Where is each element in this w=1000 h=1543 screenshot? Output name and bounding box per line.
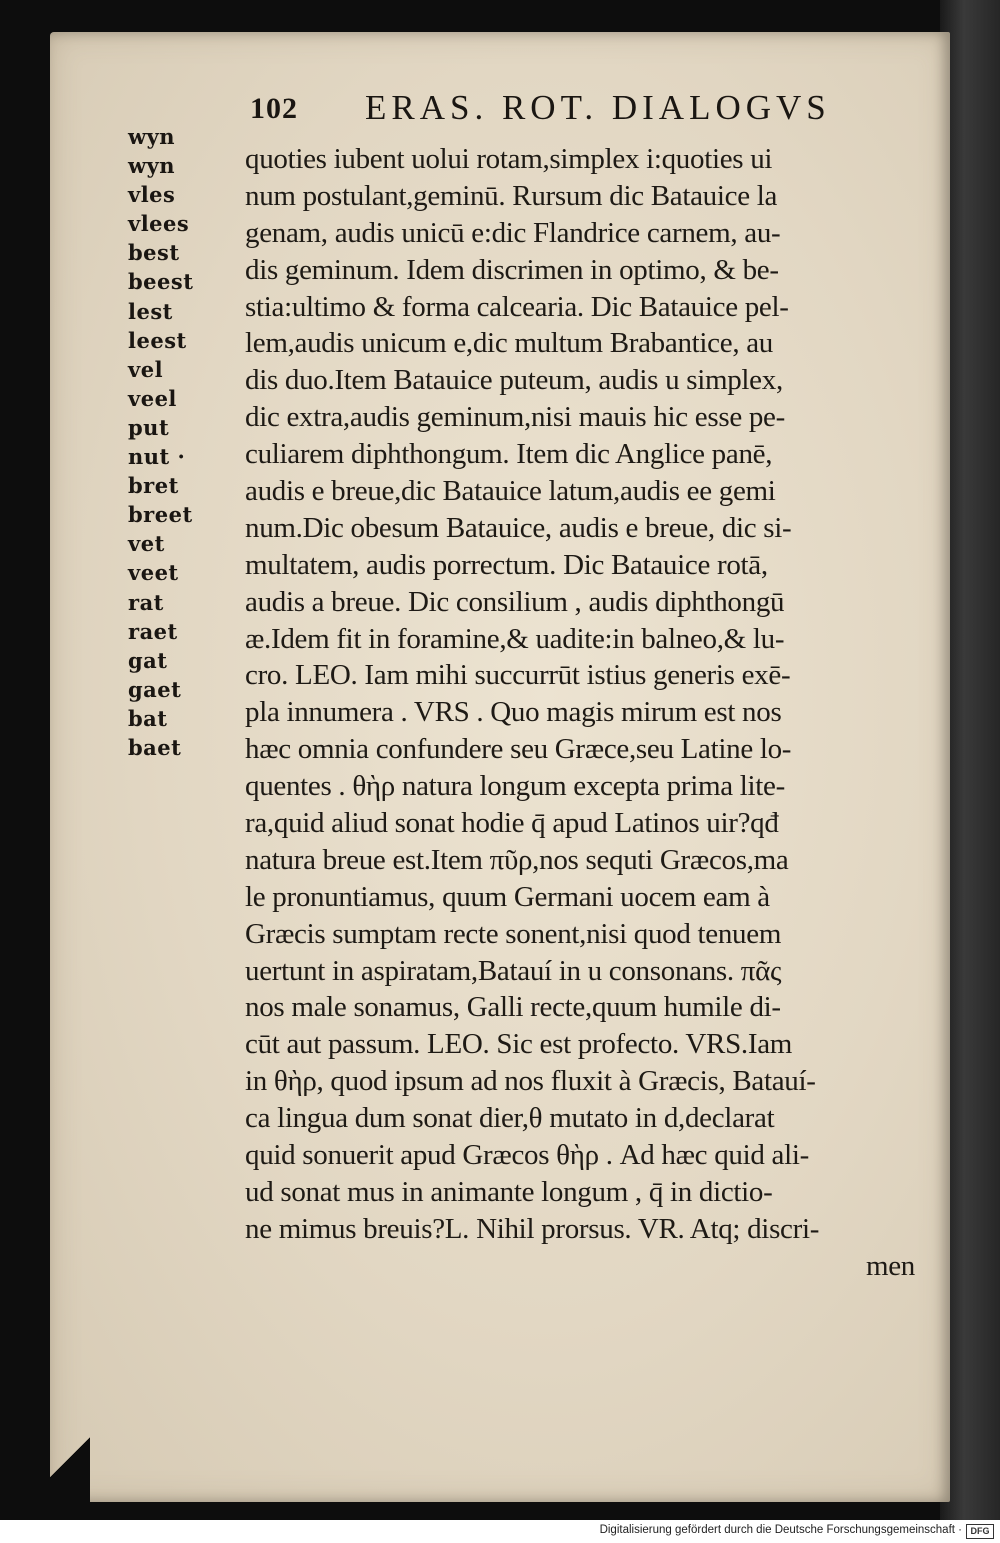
text-line: nos male sonamus, Galli recte,quum humile di- bbox=[245, 991, 781, 1024]
margin-word: gat bbox=[128, 647, 168, 673]
text-line: culiarem diphthongum. Item dic Anglice panē, bbox=[245, 438, 773, 471]
text-line: pla innumera . VRS . Quo magis mirum est nos bbox=[245, 696, 782, 729]
margin-word: raet bbox=[128, 618, 178, 644]
margin-word: lest bbox=[128, 298, 173, 324]
text-line: lem,audis unicum e,dic multum Brabantice, au bbox=[245, 327, 773, 360]
text-line: natura breue est.Item πῦρ,nos sequti Græcos,ma bbox=[245, 843, 789, 876]
digitization-footer bbox=[0, 1520, 1000, 1543]
margin-word: leest bbox=[128, 327, 187, 353]
text-line: ca lingua dum sonat dier,θ mutato in d,declarat bbox=[245, 1102, 775, 1135]
text-line: in θὴρ, quod ipsum ad nos fluxit à Græcis, Batauí- bbox=[245, 1065, 816, 1098]
marginal-glosses bbox=[128, 122, 228, 762]
text-line: cūt aut passum. LEO. Sic est profecto. VRS.Iam bbox=[245, 1028, 793, 1061]
margin-word: wyn bbox=[128, 153, 176, 179]
margin-word: vel bbox=[128, 356, 164, 382]
text-line: le pronuntiamus, quum Germani uocem eam à bbox=[245, 880, 770, 913]
margin-word: best bbox=[128, 240, 180, 266]
text-line: audis e breue,dic Batauice latum,audis ee gemi bbox=[245, 475, 776, 508]
text-line: men bbox=[865, 1249, 915, 1282]
margin-word: nut · bbox=[128, 444, 186, 470]
margin-word: veet bbox=[128, 560, 179, 586]
margin-word: bat bbox=[128, 705, 168, 731]
footer-credit: Digitalisierung gefördert durch die Deutsche Forschungsgemeinschaft · bbox=[599, 1524, 962, 1536]
text-line: ud sonat mus in animante longum , q̄ in dictio- bbox=[245, 1175, 773, 1208]
text-line: æ.Idem fit in foramine,& uadite:in balneo,& lu- bbox=[245, 622, 785, 655]
text-line: dic extra,audis geminum,nisi mauis hic esse pe- bbox=[245, 401, 785, 434]
margin-word: vlees bbox=[128, 211, 190, 237]
margin-word: beest bbox=[128, 269, 194, 295]
text-line: hæc omnia confundere seu Græce,seu Latine lo- bbox=[245, 733, 792, 766]
page-number: 102 bbox=[250, 92, 298, 125]
page-corner-fold bbox=[50, 1412, 90, 1502]
text-line: multatem, audis porrectum. Dic Batauice rotā, bbox=[245, 548, 768, 581]
text-line: cro. LEO. Iam mihi succurrūt istius generis exē- bbox=[245, 659, 791, 692]
running-head: ERAS. ROT. DIALOGVS bbox=[365, 88, 831, 127]
dfg-logo-icon: DFG bbox=[966, 1524, 994, 1539]
text-line: genam, audis unicū e:dic Flandrice carnem, au- bbox=[245, 216, 781, 249]
margin-word: vles bbox=[128, 182, 176, 208]
text-line: stia:ultimo & forma calcearia. Dic Batauice pel- bbox=[245, 290, 789, 323]
body-text bbox=[245, 141, 935, 1285]
margin-word: gaet bbox=[128, 676, 182, 702]
margin-word: veel bbox=[128, 385, 177, 411]
text-line: audis a breue. Dic consilium , audis diphthongū bbox=[245, 585, 785, 618]
text-line: Græcis sumptam recte sonent,nisi quod tenuem bbox=[245, 917, 782, 950]
text-line: quid sonuerit apud Græcos θὴρ . Ad hæc quid ali- bbox=[245, 1139, 809, 1172]
margin-word: vet bbox=[128, 531, 165, 557]
text-line: dis duo.Item Batauice puteum, audis u simplex, bbox=[245, 364, 783, 397]
text-line: quentes . θὴρ natura longum excepta prima lite- bbox=[245, 770, 785, 803]
text-line: dis geminum. Idem discrimen in optimo, & be- bbox=[245, 253, 779, 286]
text-line: ra,quid aliud sonat hodie q̄ apud Latinos uir?qđ bbox=[245, 807, 779, 840]
margin-word: rat bbox=[128, 589, 164, 615]
text-line: num.Dic obesum Batauice, audis e breue, dic si- bbox=[245, 511, 792, 544]
text-line: uertunt in aspiratam,Batauí in u consonans. πᾶς bbox=[245, 954, 782, 987]
margin-word: bret bbox=[128, 473, 179, 499]
page-header bbox=[250, 88, 890, 132]
text-line: num postulant,geminū. Rursum dic Batauice la bbox=[245, 179, 778, 212]
text-line: quoties iubent uolui rotam,simplex i:quoties ui bbox=[245, 143, 773, 175]
margin-word: breet bbox=[128, 502, 193, 528]
margin-word: baet bbox=[128, 734, 182, 760]
margin-word: wyn bbox=[128, 124, 176, 149]
text-line: ne mimus breuis?L. Nihil prorsus. VR. Atq; discri- bbox=[245, 1212, 820, 1245]
margin-word: put bbox=[128, 414, 170, 440]
